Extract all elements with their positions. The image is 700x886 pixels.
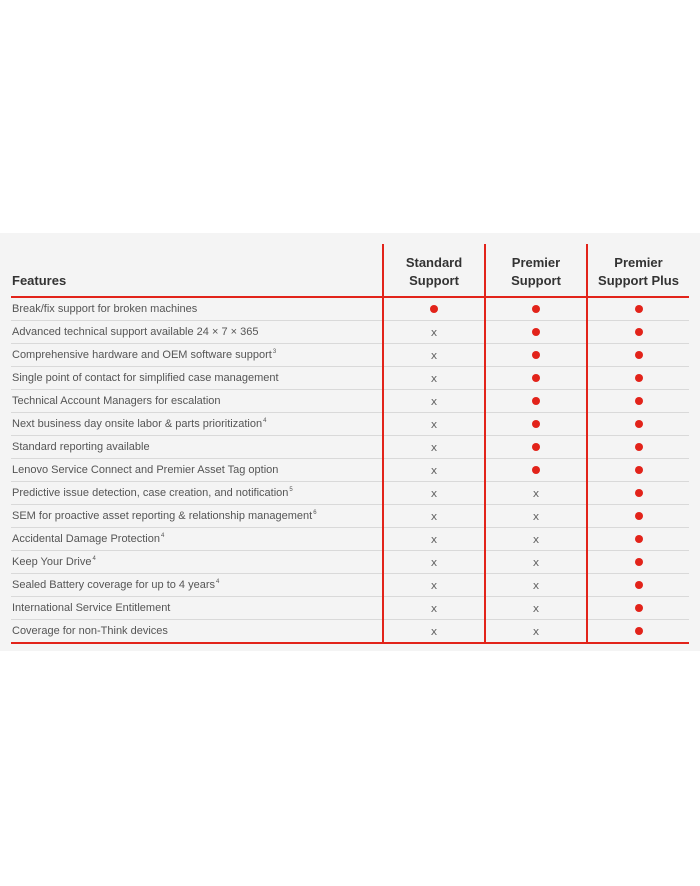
table-row [11,597,689,620]
premier-support-plus-column-header [587,244,689,297]
premier-support-column-header [485,244,587,297]
standard-support-cell [383,574,485,597]
features-column-header: Features [11,244,383,297]
standard-support-cell [383,459,485,482]
table-row [11,551,689,574]
header-line-1: Premier [614,255,663,270]
not-included-mark: x [430,555,438,569]
feature-cell [11,551,383,574]
plus-support-cell [587,597,689,620]
not-included-mark: x [532,486,540,500]
standard-support-cell [383,390,485,413]
premier-support-cell [485,367,587,390]
standard-support-cell [383,597,485,620]
not-included-mark: x [430,394,438,408]
feature-cell [11,367,383,390]
feature-cell [11,344,383,367]
feature-label: Standard reporting available [12,441,150,453]
premier-support-cell [485,551,587,574]
feature-cell [11,620,383,644]
feature-cell [11,482,383,505]
plus-support-cell [587,367,689,390]
not-included-mark: x [532,601,540,615]
plus-support-cell [587,390,689,413]
feature-cell [11,505,383,528]
not-included-mark: x [430,440,438,454]
table-row [11,297,689,321]
included-dot-icon [532,374,540,382]
header-line-1: Premier [511,255,561,270]
footnote-marker: 4 [263,418,267,425]
feature-label: Break/fix support for broken machines [12,303,198,315]
feature-label: Next business day onsite labor & parts prioritization [12,418,263,430]
included-dot-icon [635,420,643,428]
feature-cell [11,597,383,620]
standard-support-cell [383,620,485,644]
plus-support-cell [587,551,689,574]
feature-label: Advanced technical support available 24 × 7 × 365 [12,326,259,338]
table-header-row [11,244,689,297]
feature-label: Sealed Battery coverage for up to 4 years [12,579,216,591]
table-row [11,459,689,482]
footnote-marker: 4 [92,556,96,563]
comparison-panel [0,233,700,651]
not-included-mark: x [532,532,540,546]
plus-support-cell [587,482,689,505]
standard-support-cell [383,297,485,321]
plus-support-cell [587,436,689,459]
table-body [11,297,689,643]
plus-support-cell [587,620,689,644]
included-dot-icon [430,305,438,313]
premier-support-cell [485,528,587,551]
footnote-marker: 3 [272,349,277,356]
table-row [11,505,689,528]
included-dot-icon [635,374,643,382]
premier-support-cell [485,482,587,505]
feature-label: Technical Account Managers for escalation [12,395,221,407]
not-included-mark: x [532,509,540,523]
premier-support-cell [485,620,587,644]
standard-support-cell [383,436,485,459]
not-included-mark: x [532,578,540,592]
plus-support-cell [587,413,689,436]
footnote-marker: 5 [289,487,293,494]
not-included-mark: x [430,325,438,339]
feature-cell [11,413,383,436]
premier-support-cell [485,321,587,344]
included-dot-icon [635,512,643,520]
feature-label: SEM for proactive asset reporting & relationship management [12,510,313,522]
feature-label: Predictive issue detection, case creation, and notification [12,487,289,499]
plus-support-cell [587,321,689,344]
footnote-marker: 4 [216,579,220,586]
feature-label: Keep Your Drive [12,556,92,568]
plus-support-cell [587,528,689,551]
feature-cell [11,297,383,321]
table-row [11,436,689,459]
included-dot-icon [532,305,540,313]
feature-cell [11,321,383,344]
plus-support-cell [587,459,689,482]
header-line-2: Support Plus [598,273,679,288]
included-dot-icon [635,397,643,405]
table-row [11,482,689,505]
plus-support-cell [587,574,689,597]
not-included-mark: x [430,578,438,592]
footnote-marker: 6 [313,510,317,517]
feature-cell [11,528,383,551]
not-included-mark: x [430,624,438,638]
standard-support-cell [383,344,485,367]
not-included-mark: x [430,463,438,477]
premier-support-cell [485,505,587,528]
table-row [11,528,689,551]
standard-support-cell [383,413,485,436]
table-row [11,344,689,367]
not-included-mark: x [532,555,540,569]
feature-label: Lenovo Service Connect and Premier Asset Tag option [12,464,279,476]
premier-support-cell [485,597,587,620]
included-dot-icon [635,443,643,451]
included-dot-icon [532,328,540,336]
feature-cell [11,390,383,413]
table-row [11,321,689,344]
not-included-mark: x [430,532,438,546]
premier-support-cell [485,297,587,321]
feature-cell [11,436,383,459]
included-dot-icon [635,627,643,635]
included-dot-icon [635,558,643,566]
plus-support-cell [587,297,689,321]
feature-label: Single point of contact for simplified case management [12,372,279,384]
included-dot-icon [635,581,643,589]
plus-support-cell [587,505,689,528]
not-included-mark: x [430,417,438,431]
table-row [11,620,689,644]
not-included-mark: x [430,371,438,385]
support-comparison-table [11,244,689,644]
premier-support-cell [485,459,587,482]
standard-support-cell [383,551,485,574]
feature-cell [11,574,383,597]
standard-support-cell [383,528,485,551]
feature-cell [11,459,383,482]
standard-support-cell [383,321,485,344]
included-dot-icon [532,420,540,428]
feature-label: Accidental Damage Protection [12,533,160,545]
not-included-mark: x [532,624,540,638]
header-line-1: Standard [405,255,463,270]
footnote-marker: 4 [160,533,165,540]
not-included-mark: x [430,348,438,362]
standard-support-column-header [383,244,485,297]
included-dot-icon [635,328,643,336]
premier-support-cell [485,413,587,436]
header-line-2: Support [511,273,561,288]
included-dot-icon [635,351,643,359]
table-row [11,367,689,390]
included-dot-icon [532,466,540,474]
premier-support-cell [485,574,587,597]
feature-label: Coverage for non-Think devices [12,625,168,637]
feature-label: International Service Entitlement [12,602,171,614]
included-dot-icon [635,489,643,497]
header-line-2: Support [409,273,459,288]
premier-support-cell [485,344,587,367]
included-dot-icon [635,604,643,612]
table-row [11,390,689,413]
included-dot-icon [532,443,540,451]
standard-support-cell [383,367,485,390]
not-included-mark: x [430,486,438,500]
table-row [11,413,689,436]
included-dot-icon [532,397,540,405]
standard-support-cell [383,482,485,505]
standard-support-cell [383,505,485,528]
premier-support-cell [485,390,587,413]
feature-label: Comprehensive hardware and OEM software support [12,349,272,361]
table-row [11,574,689,597]
not-included-mark: x [430,509,438,523]
plus-support-cell [587,344,689,367]
included-dot-icon [635,305,643,313]
not-included-mark: x [430,601,438,615]
included-dot-icon [635,535,643,543]
included-dot-icon [635,466,643,474]
included-dot-icon [532,351,540,359]
premier-support-cell [485,436,587,459]
